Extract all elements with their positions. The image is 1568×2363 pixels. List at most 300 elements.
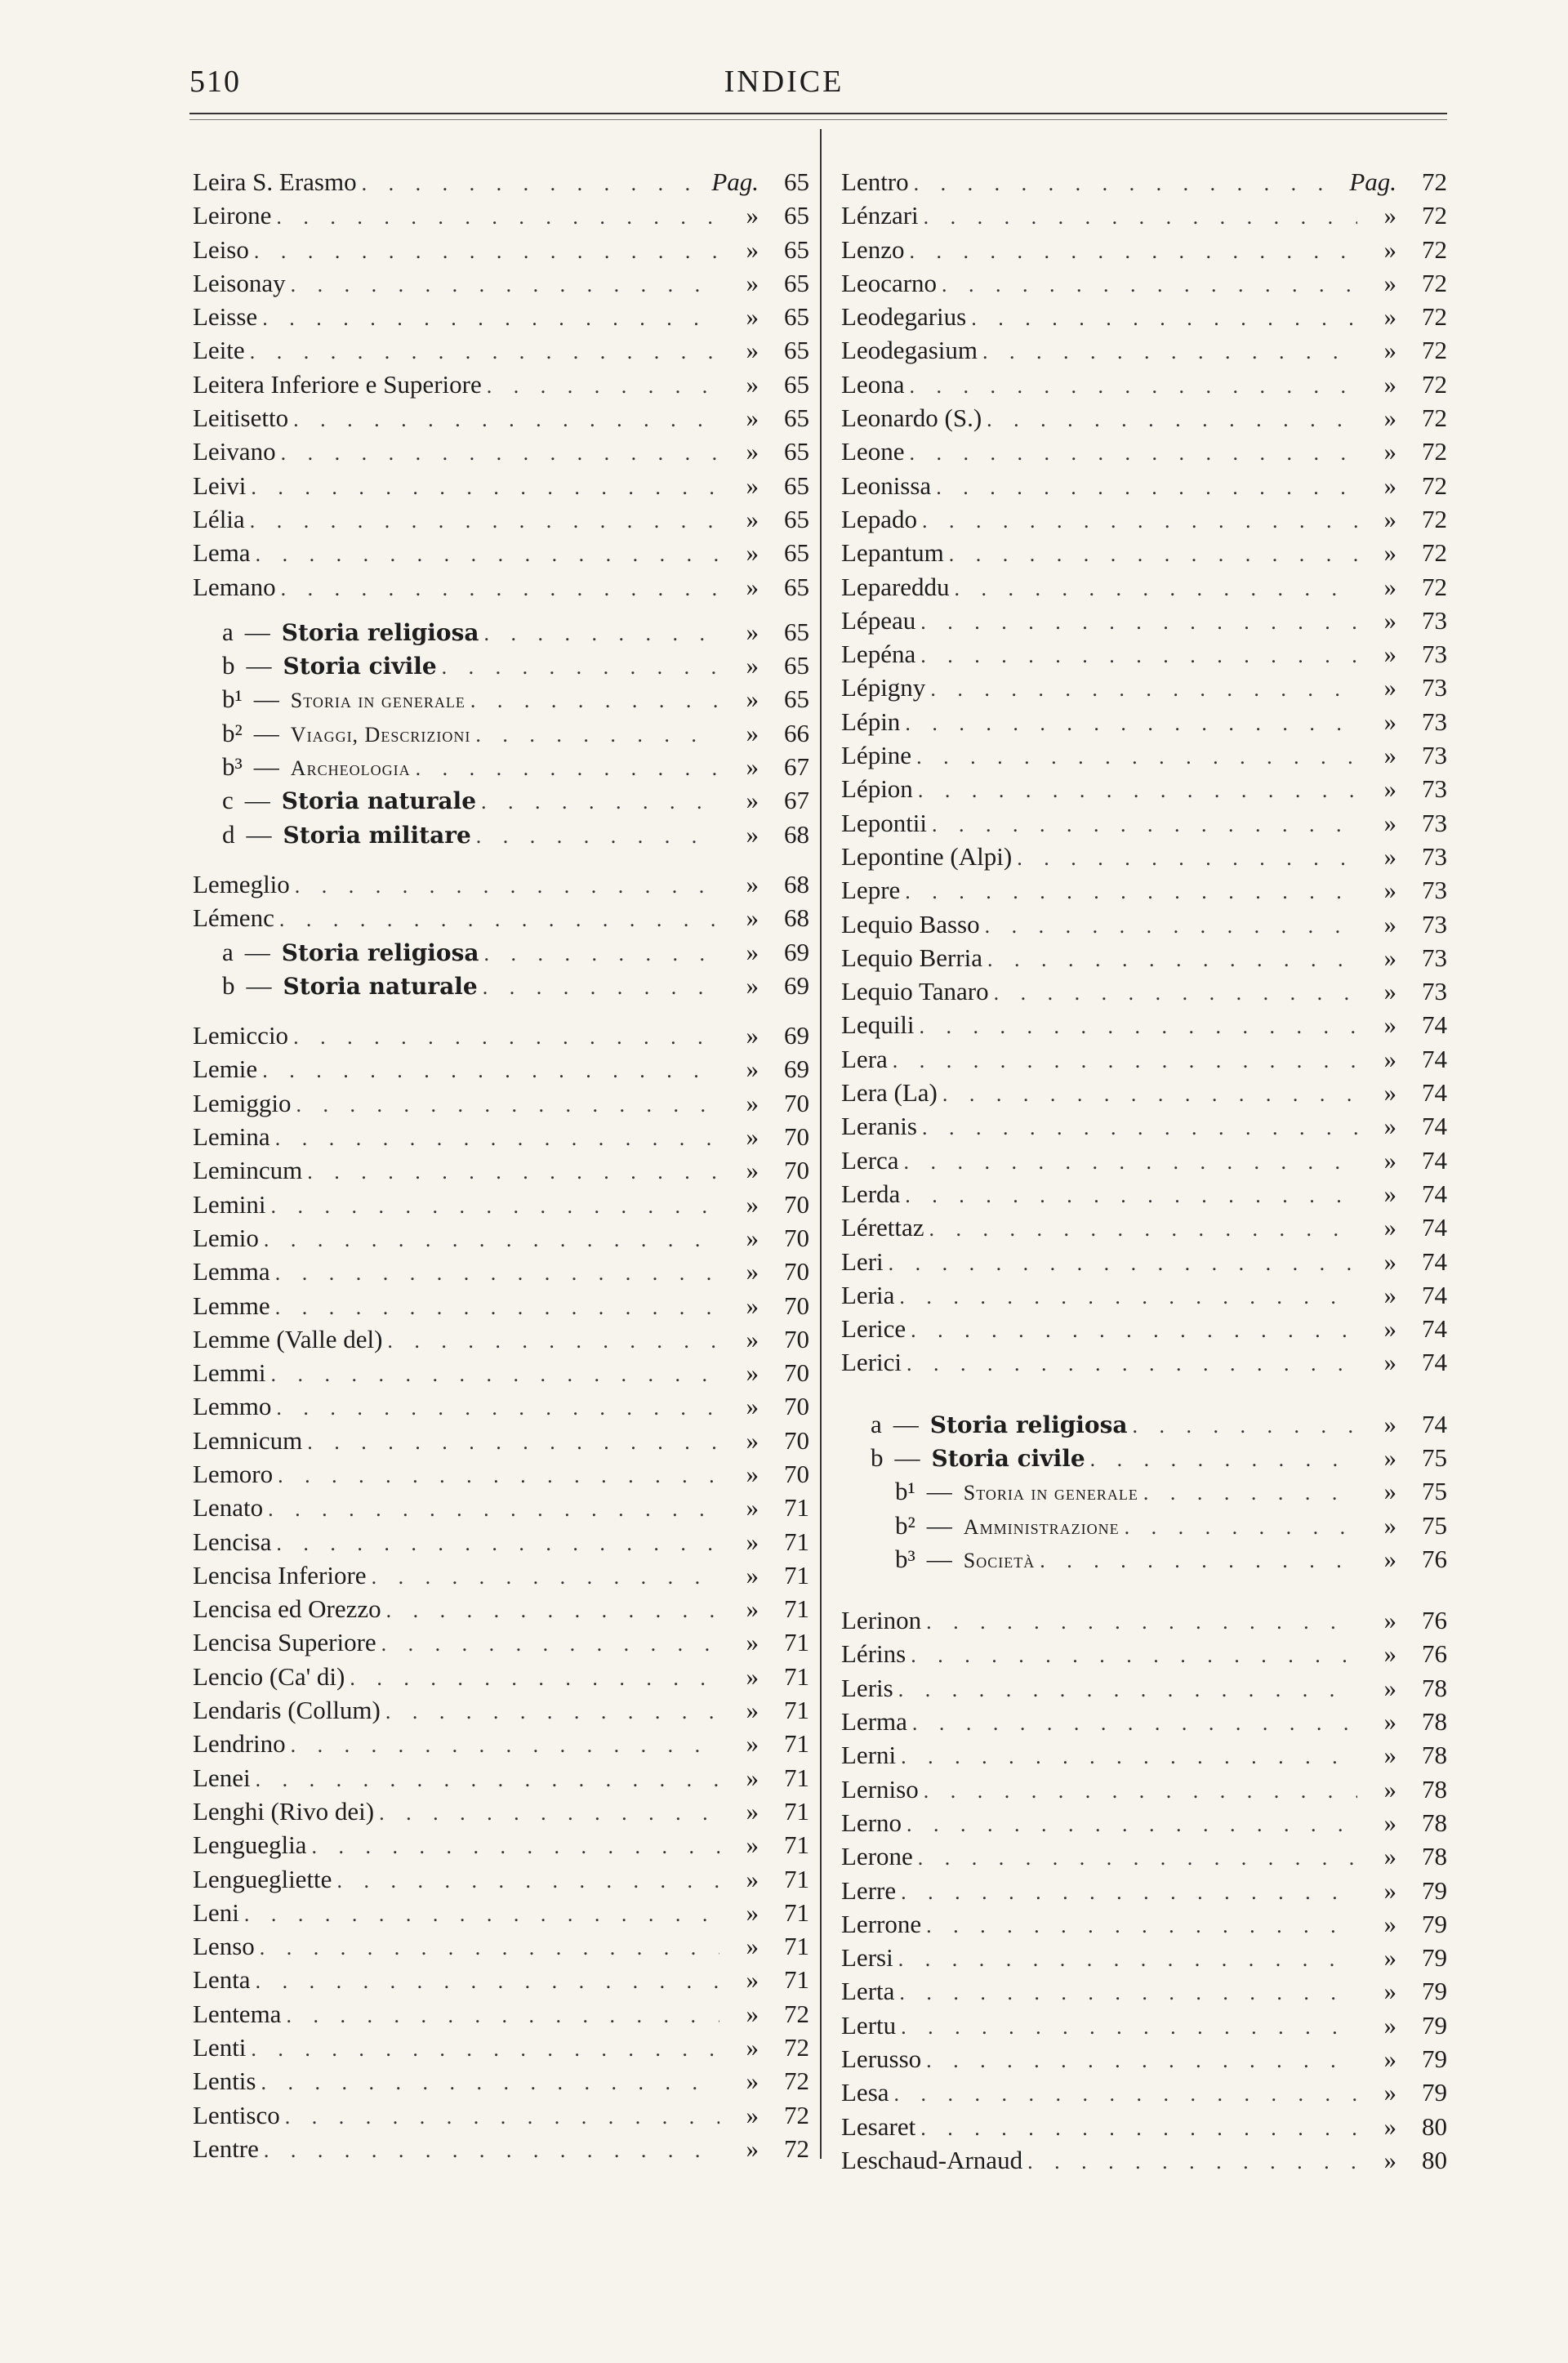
- index-entry: [841, 300, 1447, 333]
- dot-leader: [268, 1492, 719, 1524]
- index-entry: [841, 2042, 1447, 2075]
- index-entry: [193, 401, 809, 435]
- entry-page-number: 78: [1422, 1774, 1447, 1803]
- entry-name: Leisse: [193, 302, 258, 332]
- entry-name: Lesaret: [841, 2111, 916, 2141]
- dot-leader: [251, 2032, 719, 2064]
- entry-page-number: 74: [1422, 1280, 1447, 1309]
- entry-page-number: 76: [1422, 1544, 1447, 1573]
- entry-name: Lequio Basso: [841, 909, 980, 939]
- entry-ref: »: [1383, 1348, 1396, 1377]
- entry-ref: »: [746, 1729, 759, 1759]
- entry-ref: »: [746, 1830, 759, 1860]
- entry-name: Lentis: [193, 2067, 256, 2096]
- index-subentry: [193, 818, 809, 851]
- entry-ref: »: [746, 1021, 759, 1050]
- entry-name: Leitera Inferiore e Superiore: [193, 369, 482, 399]
- entry-page-number: 68: [784, 869, 809, 898]
- subentry-topic: Archeologia: [290, 756, 411, 781]
- index-entry: [841, 1705, 1447, 1738]
- entry-name: Lendrino: [193, 1729, 286, 1759]
- entry-name: Lertu: [841, 2010, 897, 2040]
- subentry-dash: —: [246, 970, 272, 1000]
- entry-page-number: 79: [1422, 1875, 1447, 1905]
- entry-name: Lencisa ed Orezzo: [193, 1594, 381, 1624]
- index-entry: [841, 2009, 1447, 2042]
- subentry-topic: Storia naturale: [281, 787, 477, 815]
- entry-ref: »: [1383, 1977, 1396, 2006]
- index-entry: [193, 2064, 809, 2098]
- dot-leader: [899, 1280, 1357, 1312]
- index-entry: [193, 165, 809, 198]
- entry-page-number: 72: [1422, 302, 1447, 332]
- column-divider: [820, 129, 822, 2159]
- dot-leader: [278, 1459, 719, 1491]
- entry-page-number: 65: [784, 651, 809, 680]
- index-entry: [193, 1019, 809, 1052]
- dot-leader: [901, 1740, 1357, 1772]
- index-entry: [193, 1289, 809, 1322]
- entry-page-number: 78: [1422, 1741, 1447, 1770]
- entry-page-number: 71: [784, 1628, 809, 1657]
- dot-leader: [481, 785, 719, 817]
- dot-leader: [275, 1256, 719, 1288]
- dot-leader: [372, 1560, 719, 1592]
- dot-leader: [386, 1594, 719, 1625]
- entry-ref: »: [1383, 1145, 1396, 1175]
- entry-name: Lerca: [841, 1145, 899, 1175]
- index-entry: [841, 1907, 1447, 1941]
- dot-leader: [1040, 1544, 1357, 1576]
- index-subentry: [193, 935, 809, 969]
- entry-page-number: 72: [1422, 336, 1447, 365]
- index-entry: [841, 738, 1447, 772]
- index-entry: [193, 536, 809, 569]
- entry-page-number: 73: [1422, 808, 1447, 837]
- subentry-dash: —: [894, 1442, 920, 1472]
- entry-ref: »: [1383, 1606, 1396, 1635]
- subentry-heading: [222, 783, 476, 817]
- index-entry: [193, 1255, 809, 1288]
- index-entry: [841, 368, 1447, 401]
- entry-name: Lerda: [841, 1179, 901, 1208]
- dot-leader: [918, 1841, 1357, 1873]
- index-subentry: [841, 1407, 1447, 1441]
- index-entry: [841, 1312, 1447, 1345]
- entry-ref: »: [1383, 201, 1396, 230]
- dot-leader: [475, 718, 719, 750]
- index-entry: [841, 1772, 1447, 1806]
- index-entry: [841, 1806, 1447, 1839]
- dot-leader: [261, 2066, 720, 2098]
- entry-ref: »: [746, 369, 759, 399]
- entry-name: Leone: [841, 437, 905, 466]
- entry-name: Leirone: [193, 201, 272, 230]
- dot-leader: [291, 1728, 719, 1760]
- entry-page-number: 79: [1422, 1943, 1447, 1973]
- index-entry: [193, 1625, 809, 1659]
- dot-leader: [920, 1010, 1357, 1041]
- subentry-heading: [871, 1407, 1128, 1441]
- header-rule-thin: [189, 119, 1447, 120]
- entry-name: Lerinon: [841, 1606, 922, 1635]
- entry-name: Lemmo: [193, 1392, 272, 1421]
- dot-leader: [256, 1763, 719, 1795]
- entry-ref: »: [746, 201, 759, 230]
- entry-page-number: 71: [784, 1864, 809, 1893]
- dot-leader: [285, 2100, 719, 2132]
- entry-page-number: 79: [1422, 2010, 1447, 2040]
- entry-ref: »: [746, 1324, 759, 1353]
- entry-ref: »: [746, 336, 759, 365]
- entry-ref: »: [1383, 572, 1396, 601]
- dot-leader: [926, 2044, 1357, 2075]
- index-entry: [841, 1839, 1447, 1873]
- entry-name: Lemina: [193, 1122, 270, 1152]
- dot-leader: [296, 1088, 719, 1120]
- entry-ref: »: [1383, 2078, 1396, 2107]
- entry-name: Lenei: [193, 1763, 251, 1792]
- entry-page-number: 72: [1422, 470, 1447, 500]
- index-entry: [841, 772, 1447, 805]
- entry-page-number: 79: [1422, 1909, 1447, 1938]
- entry-page-number: 70: [784, 1324, 809, 1353]
- entry-ref: »: [746, 302, 759, 332]
- entry-name: Leivi: [193, 470, 247, 500]
- entry-ref: »: [1383, 640, 1396, 669]
- subentry-topic: Storia in generale: [963, 1481, 1138, 1505]
- entry-name: Leri: [841, 1246, 884, 1276]
- entry-ref: »: [746, 1189, 759, 1219]
- dot-leader: [250, 504, 719, 536]
- index-entry: [841, 1008, 1447, 1041]
- index-entry: [193, 1424, 809, 1457]
- entry-page-number: 65: [784, 572, 809, 601]
- dot-leader: [276, 1391, 719, 1423]
- index-entry: [193, 1558, 809, 1592]
- entry-ref: »: [746, 1493, 759, 1523]
- entry-name: Lencisa: [193, 1527, 272, 1556]
- dot-leader: [926, 1909, 1357, 1941]
- index-subentry: [193, 682, 809, 716]
- index-entry: [841, 2075, 1447, 2109]
- entry-page-number: 67: [784, 786, 809, 815]
- index-entry: [193, 2031, 809, 2064]
- entry-ref: »: [746, 718, 759, 747]
- index-entry: [193, 1693, 809, 1727]
- index-entry: [841, 806, 1447, 840]
- entry-ref: »: [1383, 1314, 1396, 1344]
- entry-name: Lerni: [841, 1741, 897, 1770]
- entry-ref: »: [1383, 1280, 1396, 1309]
- dot-leader: [1027, 2145, 1357, 2177]
- index-entry: [841, 1738, 1447, 1772]
- entry-page-number: 74: [1422, 1246, 1447, 1276]
- entry-name: Lema: [193, 538, 251, 568]
- entry-ref: »: [746, 2100, 759, 2129]
- dot-leader: [476, 819, 719, 851]
- index-entry: [193, 1727, 809, 1760]
- index-entry: [841, 1210, 1447, 1244]
- subentry-letter: b: [222, 970, 235, 1000]
- entry-ref: »: [746, 2033, 759, 2062]
- index-entry: [841, 637, 1447, 671]
- entry-name: Lencisa Inferiore: [193, 1560, 367, 1589]
- entry-ref: »: [746, 403, 759, 433]
- entry-page-number: 68: [784, 819, 809, 849]
- entry-name: Lépion: [841, 774, 913, 804]
- entry-ref: »: [746, 819, 759, 849]
- index-entry: [193, 1086, 809, 1120]
- entry-page-number: 71: [784, 1830, 809, 1860]
- subentry-letter: b: [871, 1442, 884, 1472]
- index-entry: [841, 604, 1447, 637]
- page-number: 510: [189, 65, 241, 99]
- entry-ref: »: [746, 1156, 759, 1185]
- index-entry: [841, 974, 1447, 1008]
- entry-ref: »: [1383, 774, 1396, 804]
- entry-name: Lemme (Valle del): [193, 1324, 383, 1353]
- index-subentry: [841, 1509, 1447, 1542]
- dot-leader: [244, 1897, 719, 1929]
- entry-page-number: 65: [784, 504, 809, 533]
- entry-name: Lencio (Ca' di): [193, 1661, 345, 1691]
- dot-leader: [281, 572, 719, 604]
- entry-page-number: 70: [784, 1088, 809, 1117]
- dot-leader: [936, 470, 1357, 502]
- dot-leader: [264, 1223, 719, 1255]
- index-entry: [193, 1761, 809, 1795]
- entry-page-number: 70: [784, 1392, 809, 1421]
- subentry-topic: Storia civile: [931, 1444, 1085, 1472]
- entry-page-number: 70: [784, 1223, 809, 1252]
- entry-name: Lerta: [841, 1977, 895, 2006]
- entry-ref: »: [746, 1897, 759, 1927]
- entry-page-number: 69: [784, 937, 809, 966]
- subentry-dash: —: [253, 718, 279, 747]
- entry-page-number: 73: [1422, 841, 1447, 871]
- entry-name: Lemio: [193, 1223, 259, 1252]
- entry-page-number: 71: [784, 1696, 809, 1725]
- entry-page-number: 73: [1422, 943, 1447, 972]
- index-entry: [841, 1076, 1447, 1109]
- dot-leader: [307, 1155, 719, 1187]
- index-entry: [841, 233, 1447, 266]
- entry-ref: »: [1383, 470, 1396, 500]
- index-column-left: [193, 165, 809, 2165]
- page-title: INDICE: [724, 65, 844, 99]
- entry-ref: »: [1383, 1741, 1396, 1770]
- dot-leader: [949, 537, 1357, 569]
- entry-page-number: 74: [1422, 1179, 1447, 1208]
- dot-leader: [889, 1246, 1357, 1278]
- index-entry: [841, 671, 1447, 704]
- entry-ref: »: [1383, 841, 1396, 871]
- dot-leader: [920, 605, 1357, 637]
- subentry-topic: Storia militare: [283, 821, 471, 849]
- entry-ref: »: [1383, 1010, 1396, 1040]
- entry-page-number: 75: [1422, 1510, 1447, 1540]
- index-entry: [841, 333, 1447, 367]
- entry-page-number: 65: [784, 617, 809, 646]
- dot-leader: [387, 1324, 719, 1356]
- entry-ref: »: [746, 1088, 759, 1117]
- entry-ref: »: [746, 970, 759, 1000]
- entry-name: Lemini: [193, 1189, 266, 1219]
- index-entry: [841, 2110, 1447, 2143]
- entry-page-number: 65: [784, 684, 809, 714]
- index-entry: [841, 401, 1447, 435]
- entry-ref: »: [1383, 268, 1396, 297]
- entry-page-number: 74: [1422, 1145, 1447, 1175]
- entry-page-number: 73: [1422, 741, 1447, 770]
- entry-page-number: 79: [1422, 1977, 1447, 2006]
- entry-name: Lepontii: [841, 808, 928, 837]
- entry-page-number: 68: [784, 903, 809, 933]
- entry-page-number: 72: [1422, 201, 1447, 230]
- entry-name: Lemma: [193, 1257, 270, 1286]
- dot-leader: [271, 1189, 719, 1221]
- dot-leader: [906, 1808, 1357, 1839]
- dot-leader: [901, 2010, 1357, 2042]
- dot-leader: [922, 504, 1357, 536]
- entry-name: Lerrone: [841, 1909, 922, 1938]
- subentry-dash: —: [253, 752, 279, 782]
- entry-ref: »: [1383, 1213, 1396, 1242]
- entry-ref: »: [1383, 1179, 1396, 1208]
- subentry-letter: a: [222, 937, 234, 966]
- entry-ref: »: [746, 1425, 759, 1455]
- entry-ref: »: [746, 1459, 759, 1488]
- entry-ref: »: [746, 268, 759, 297]
- entry-name: Leite: [193, 336, 245, 365]
- entry-name: Lenato: [193, 1493, 264, 1523]
- entry-page-number: 73: [1422, 876, 1447, 905]
- dot-leader: [281, 436, 719, 468]
- header-rule: [189, 113, 1447, 114]
- subentry-heading: [222, 649, 437, 682]
- dot-leader: [898, 1673, 1357, 1705]
- entry-name: Lerre: [841, 1875, 897, 1905]
- dot-leader: [286, 1999, 719, 2031]
- entry-page-number: 72: [1422, 437, 1447, 466]
- dot-leader: [982, 335, 1357, 367]
- dot-leader: [909, 436, 1357, 468]
- dot-leader: [920, 2111, 1357, 2143]
- entry-ref: »: [746, 538, 759, 568]
- entry-ref: Pag.: [1349, 167, 1396, 196]
- subentry-topic: Storia naturale: [283, 972, 478, 1000]
- entry-page-number: 71: [784, 1932, 809, 1961]
- entry-page-number: 76: [1422, 1639, 1447, 1669]
- entry-name: Lencisa Superiore: [193, 1628, 376, 1657]
- entry-name: Lentema: [193, 1999, 282, 2028]
- entry-ref: »: [1383, 2010, 1396, 2040]
- entry-name: Lenzo: [841, 234, 905, 264]
- dot-leader: [985, 909, 1357, 941]
- dot-leader: [929, 1212, 1357, 1244]
- entry-page-number: 65: [784, 369, 809, 399]
- entry-ref: »: [1383, 1078, 1396, 1108]
- entry-page-number: 73: [1422, 909, 1447, 939]
- entry-page-number: 74: [1422, 1213, 1447, 1242]
- entry-name: Lepre: [841, 876, 901, 905]
- entry-name: Leranis: [841, 1112, 917, 1141]
- entry-name: Lerice: [841, 1314, 906, 1344]
- dot-leader: [922, 1111, 1357, 1143]
- index-entry: [841, 873, 1447, 907]
- subentry-dash: —: [926, 1477, 952, 1506]
- dot-leader: [483, 970, 719, 1002]
- dot-leader: [251, 470, 719, 502]
- index-entry: [841, 1941, 1447, 1974]
- dot-leader: [994, 976, 1357, 1008]
- index-entry: [193, 300, 809, 333]
- entry-page-number: 73: [1422, 774, 1447, 804]
- entry-page-number: 67: [784, 752, 809, 782]
- dot-leader: [250, 335, 719, 367]
- entry-page-number: 71: [784, 1560, 809, 1589]
- dot-leader: [256, 537, 719, 569]
- dot-leader: [262, 301, 719, 333]
- dot-leader: [898, 1942, 1357, 1974]
- subentry-letter: a: [222, 617, 234, 646]
- dot-leader: [987, 403, 1357, 435]
- entry-ref: »: [1383, 1044, 1396, 1073]
- dot-leader: [379, 1796, 719, 1828]
- dot-leader: [293, 1020, 719, 1052]
- index-subentry: [193, 716, 809, 750]
- dot-leader: [911, 1638, 1357, 1670]
- entry-page-number: 76: [1422, 1606, 1447, 1635]
- subentry-heading: [222, 615, 479, 649]
- index-subentry: [193, 750, 809, 783]
- entry-ref: »: [1383, 1246, 1396, 1276]
- entry-name: Lénzari: [841, 201, 919, 230]
- dot-leader: [260, 1931, 719, 1963]
- entry-page-number: 78: [1422, 1842, 1447, 1871]
- subentry-heading: [222, 935, 479, 969]
- entry-ref: »: [1383, 1909, 1396, 1938]
- entry-name: Leivano: [193, 437, 276, 466]
- subentry-topic: Società: [963, 1548, 1036, 1572]
- index-entry: [193, 1491, 809, 1524]
- dot-leader: [920, 639, 1357, 671]
- subentry-heading: [222, 969, 478, 1002]
- entry-ref: »: [1383, 2044, 1396, 2074]
- entry-page-number: 74: [1422, 1044, 1447, 1073]
- entry-name: Lentre: [193, 2133, 259, 2163]
- entry-name: Leodegasium: [841, 336, 978, 365]
- subentry-heading: [871, 1441, 1085, 1474]
- entry-ref: »: [746, 903, 759, 933]
- index-subentry: [193, 649, 809, 682]
- subentry-letter: b³: [895, 1544, 915, 1573]
- entry-page-number: 71: [784, 1796, 809, 1826]
- dot-leader: [932, 808, 1357, 840]
- dot-leader: [271, 1358, 719, 1389]
- entry-name: Lerniso: [841, 1774, 919, 1803]
- entry-page-number: 70: [784, 1459, 809, 1488]
- entry-name: Lemiggio: [193, 1088, 292, 1117]
- subentry-letter: b: [222, 651, 235, 680]
- entry-page-number: 75: [1422, 1442, 1447, 1472]
- entry-ref: »: [746, 234, 759, 264]
- entry-page-number: 73: [1422, 673, 1447, 702]
- entry-name: Lerusso: [841, 2044, 922, 2074]
- entry-page-number: 72: [784, 1999, 809, 2028]
- index-entry: [193, 1356, 809, 1389]
